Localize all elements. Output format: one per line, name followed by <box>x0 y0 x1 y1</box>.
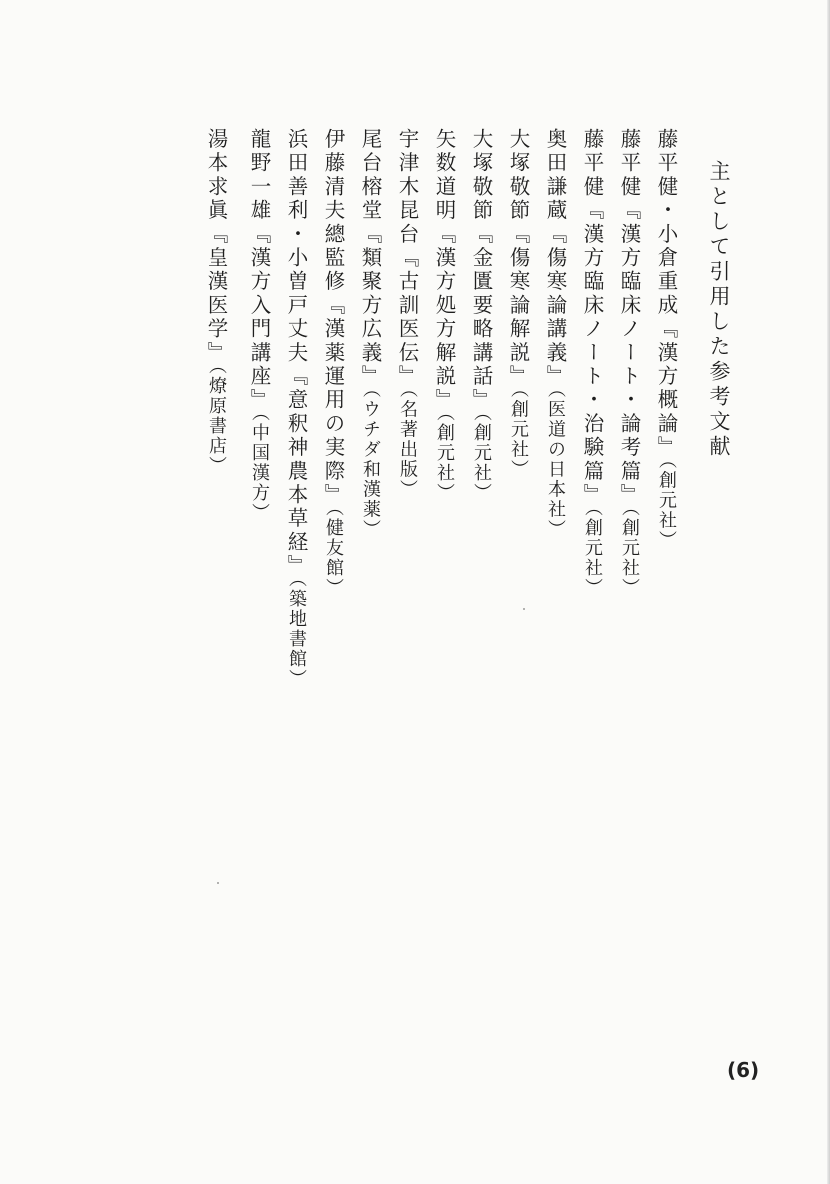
reference-publisher: （医道の日本社） <box>545 388 566 540</box>
reference-text: 矢数道明『漢方処方解説』 <box>432 128 456 413</box>
reference-entry <box>282 128 310 689</box>
reference-publisher: （ウチダ和漢薬） <box>360 388 381 540</box>
reference-entry <box>319 128 347 598</box>
page-title: 主として引用した参考文献 <box>707 160 731 460</box>
reference-text: 伊藤清夫總監修『漢薬運用の実際』 <box>321 128 345 508</box>
reference-text: 大塚敬節『金匱要略講話』 <box>469 128 493 413</box>
reference-entry <box>356 128 384 540</box>
reference-publisher: （健友館） <box>323 507 344 599</box>
reference-publisher: （創元社） <box>508 388 529 480</box>
reference-entry <box>615 128 643 598</box>
reference-entry <box>467 128 495 503</box>
reference-text: 湯本求眞『皇漢医学』 <box>204 128 228 365</box>
reference-text: 宇津木昆台『古訓医伝』 <box>395 128 419 389</box>
reference-text: 藤平健・小倉重成『漢方概論』 <box>654 128 678 460</box>
reference-text: 龍野一雄『漢方入門講座』 <box>247 128 271 413</box>
page-number: (6) <box>727 1058 760 1082</box>
reference-entry <box>578 128 606 598</box>
reference-entry <box>202 128 230 476</box>
reference-publisher: （燎原書店） <box>206 365 227 476</box>
reference-publisher: （中国漢方） <box>249 412 270 524</box>
reference-publisher: （築地書館） <box>286 578 307 690</box>
reference-text: 大塚敬節『傷寒論解説』 <box>506 128 530 389</box>
reference-entry <box>541 128 569 540</box>
reference-publisher: （創元社） <box>434 412 455 504</box>
reference-text: 浜田善利・小曽戸丈夫『意釈神農本草経』 <box>284 128 308 579</box>
reference-entry <box>430 128 458 503</box>
reference-entry <box>504 128 532 480</box>
paper-speck <box>217 882 219 884</box>
reference-entry <box>652 128 680 551</box>
reference-publisher: （創元社） <box>656 459 677 551</box>
reference-publisher: （創元社） <box>471 412 492 504</box>
reference-publisher: （名著出版） <box>397 388 418 500</box>
reference-text: 尾台榕堂『類聚方広義』 <box>358 128 382 389</box>
reference-publisher: （創元社） <box>619 507 640 599</box>
reference-text: 藤平健『漢方臨床ノート・論考篇』 <box>617 128 641 508</box>
reference-entry <box>393 128 421 500</box>
paper-speck <box>523 608 525 610</box>
reference-text: 藤平健『漢方臨床ノート・治験篇』 <box>580 128 604 508</box>
reference-text: 奥田謙蔵『傷寒論講義』 <box>543 128 567 389</box>
reference-publisher: （創元社） <box>582 507 603 599</box>
reference-entry <box>245 128 273 523</box>
